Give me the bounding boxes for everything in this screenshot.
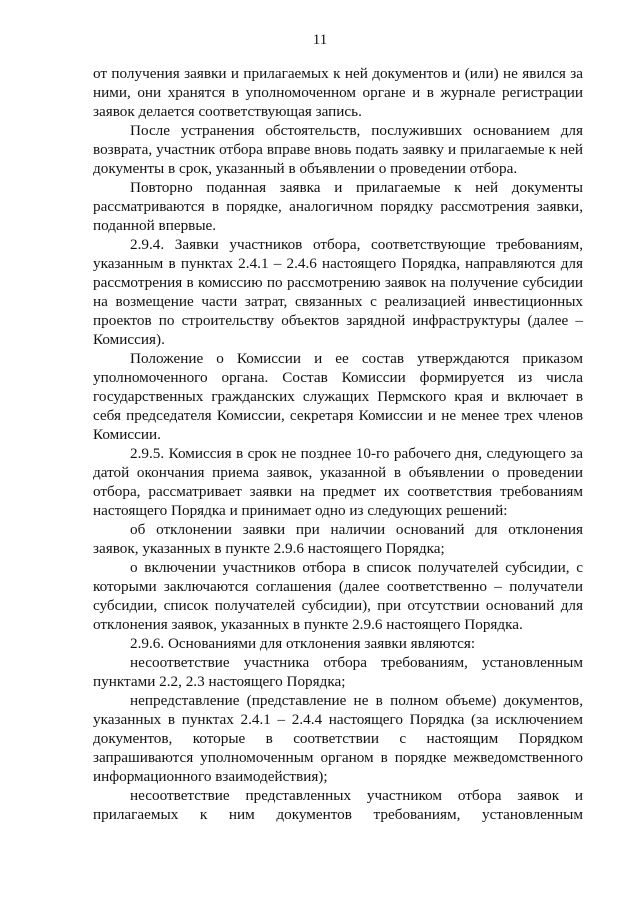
paragraph-2: После устранения обстоятельств, послуживших основанием для возврата, участник отбора вправе вновь подать заявку и прилагаемые к ней документы в срок, указанный в объявлении о проведении отбора.	[93, 122, 583, 177]
paragraph-6: 2.9.5. Комиссия в срок не позднее 10-го рабочего дня, следующего за датой окончания приема заявок, указанной в объявлении о проведении отбора, рассматривает заявки на предмет их соответствия требованиям настоящего Порядка и принимает одно из следующих решений:	[93, 445, 583, 519]
paragraph-8: о включении участников отбора в список получателей субсидии, с которыми заключаются соглашения (далее соответственно – получатели субсидии, список получателей субсидии), при отсутствии оснований для отклонения заявок, указанных в пункте 2.9.6 настоящего Порядка.	[93, 559, 583, 633]
paragraph-11: непредставление (представление не в полном объеме) документов, указанных в пунктах 2.4.1 – 2.4.4 настоящего Порядка (за исключением документов, которые в соответствии с настоящим Порядком запрашиваются уполномоченным органом в порядке межведомственного информационного взаимодействия);	[93, 692, 583, 785]
body-text	[93, 64, 583, 824]
paragraph-7: об отклонении заявки при наличии оснований для отклонения заявок, указанных в пункте 2.9.6 настоящего Порядка;	[93, 521, 583, 557]
paragraph-1: от получения заявки и прилагаемых к ней документов и (или) не явился за ними, они хранятся в уполномоченном органе и в журнале регистрации заявок делается соответствующая запись.	[93, 65, 583, 120]
page-number: 11	[312, 32, 328, 48]
paragraph-9: 2.9.6. Основаниями для отклонения заявки являются:	[130, 635, 476, 652]
paragraph-4: 2.9.4. Заявки участников отбора, соответствующие требованиям, указанным в пунктах 2.4.1 – 2.4.6 настоящего Порядка, направляются для рассмотрения в комиссию по рассмотрению заявок на получение субсидии на возмещение части затрат, связанных с реализацией инвестиционных проектов по строительству объектов зарядной инфраструктуры (далее – Комиссия).	[93, 236, 583, 348]
paragraph-10: несоответствие участника отбора требованиям, установленным пунктами 2.2, 2.3 настоящего Порядка;	[93, 654, 583, 690]
paragraph-5: Положение о Комиссии и ее состав утверждаются приказом уполномоченного органа. Состав Комиссии формируется из числа государственных гражданских служащих Пермского края и включает в себя председателя Комиссии, секретаря Комиссии и не менее трех членов Комиссии.	[93, 350, 583, 443]
paragraph-12: несоответствие представленных участником отбора заявок и прилагаемых к ним документов требованиям, установленным	[93, 787, 583, 823]
paragraph-3: Повторно поданная заявка и прилагаемые к ней документы рассматриваются в порядке, аналогичном порядку рассмотрения заявки, поданной впервые.	[93, 179, 583, 234]
